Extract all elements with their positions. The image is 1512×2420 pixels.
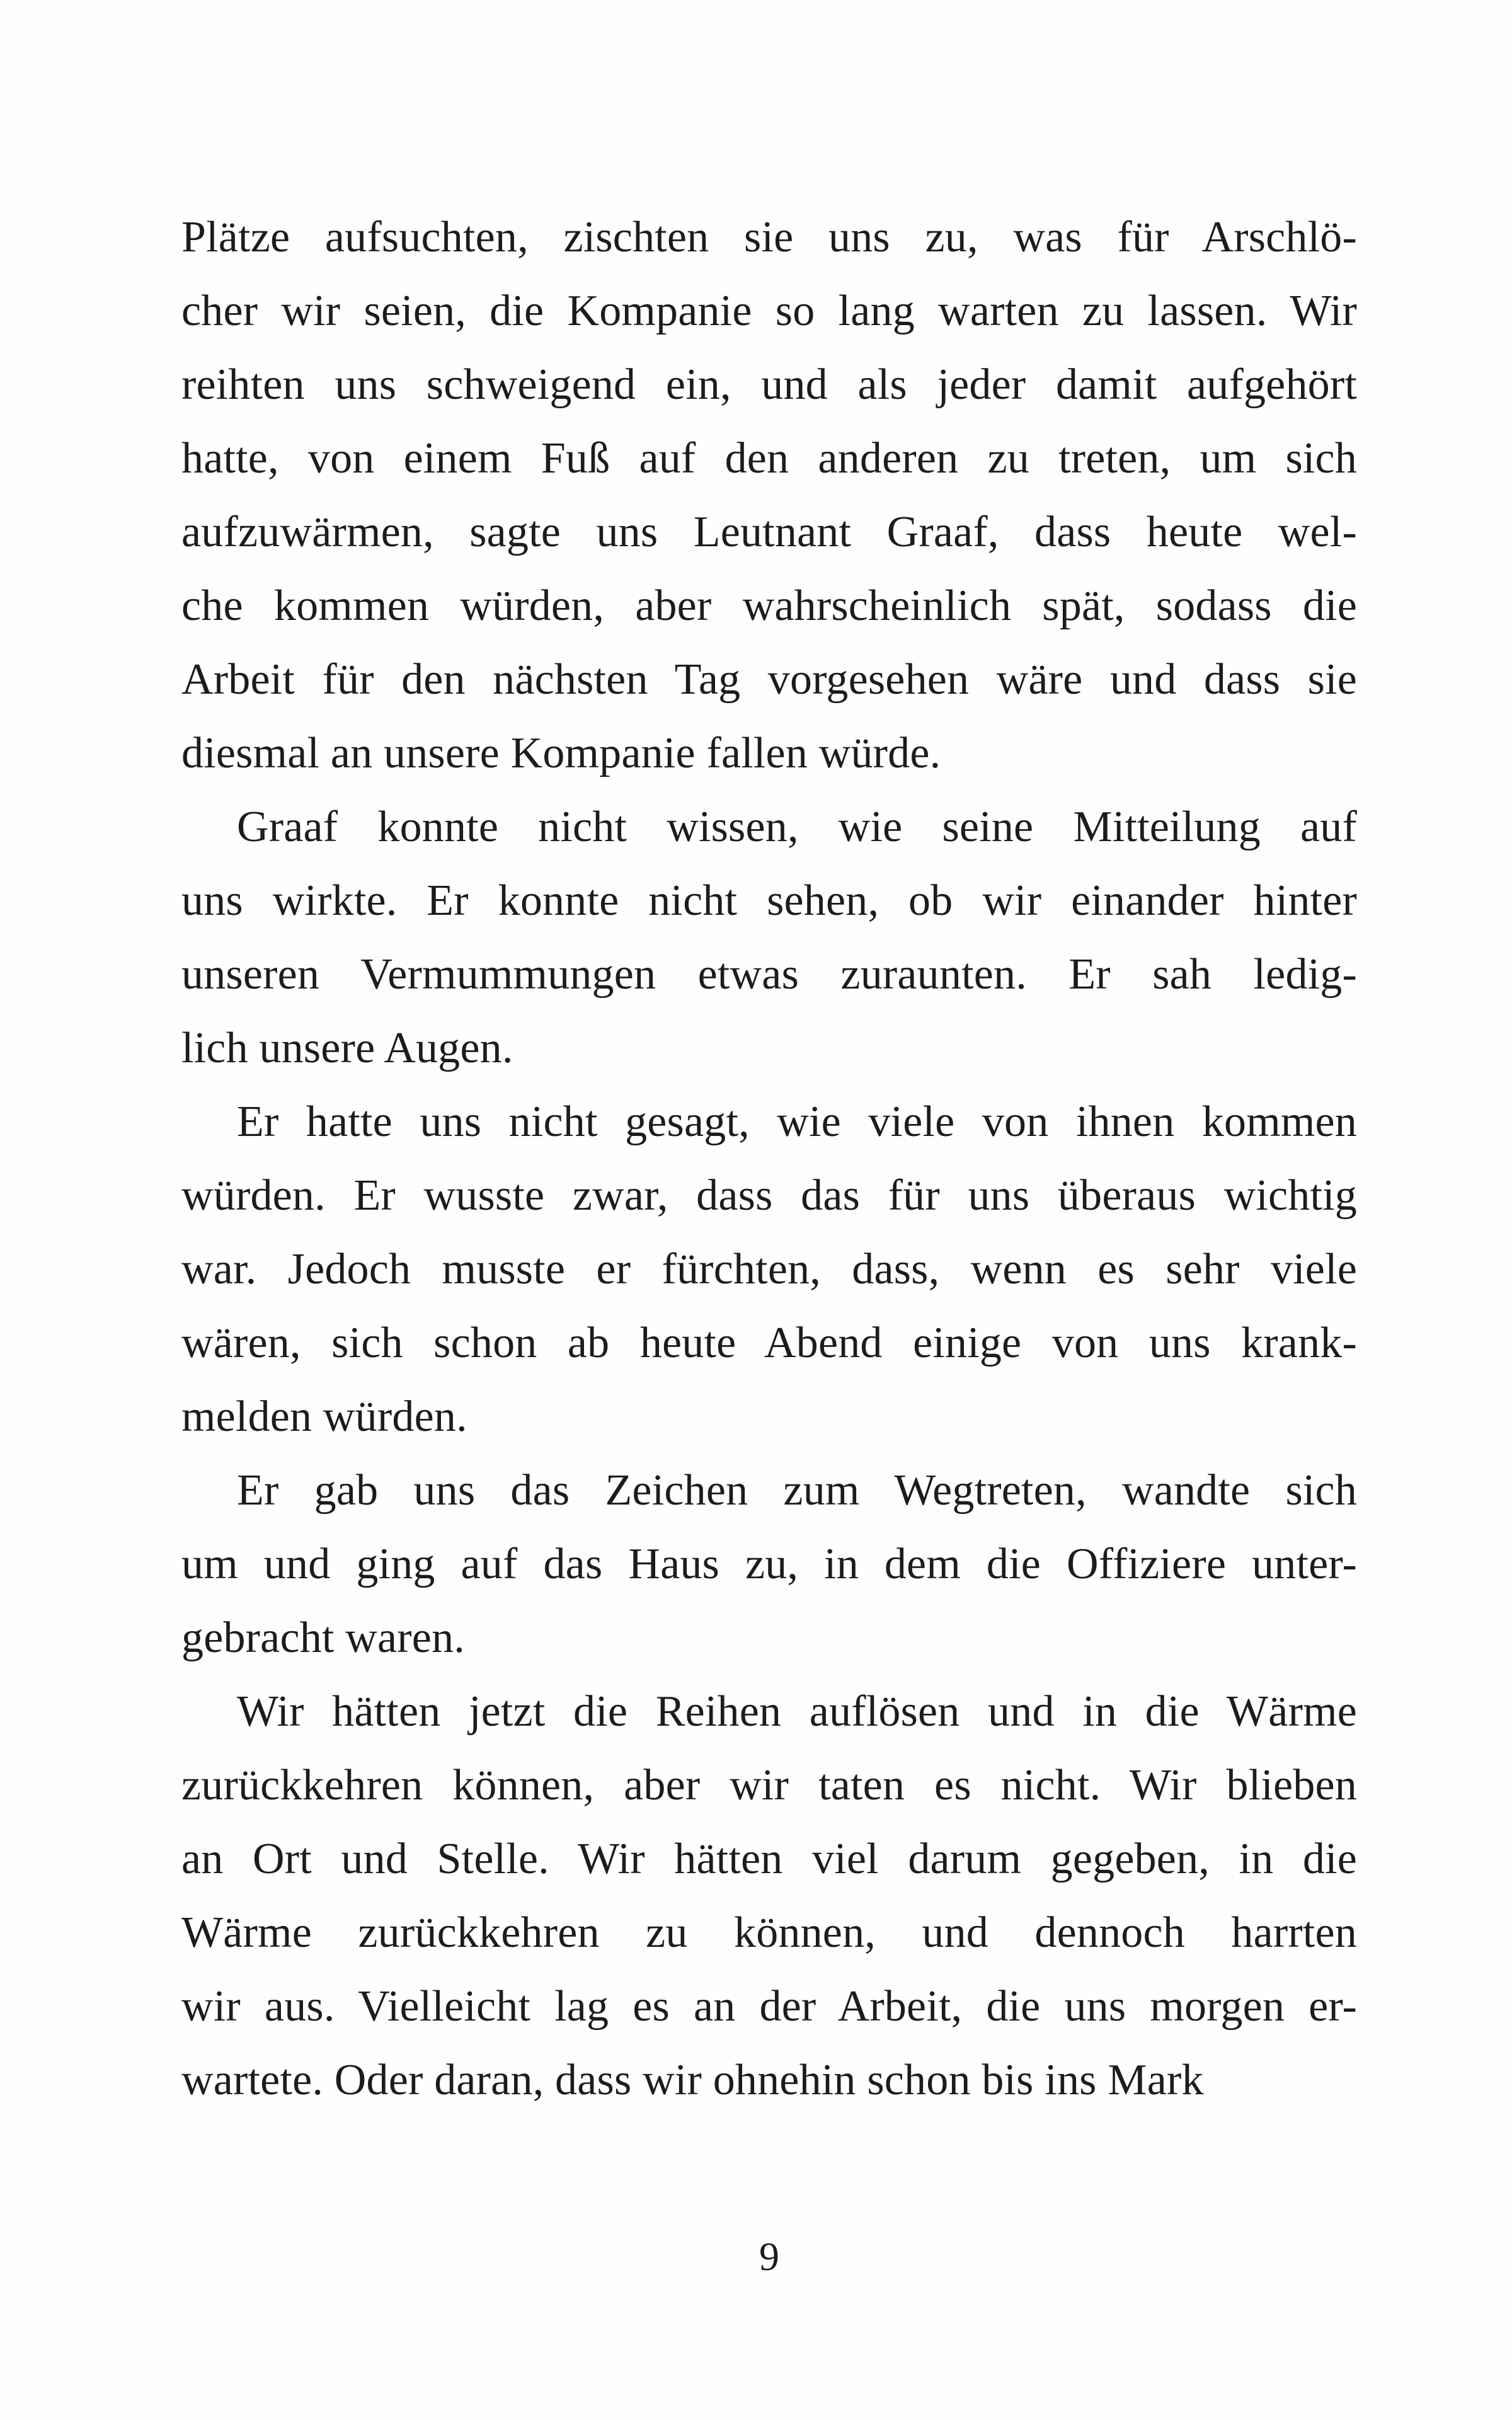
text-line: war. Jedoch musste er fürchten, dass, wenn es sehr viele — [181, 1245, 1357, 1293]
text-line: diesmal an unsere Kompanie fallen würde. — [181, 729, 941, 777]
text-line: reihten uns schweigend ein, und als jeder damit aufgehört — [181, 360, 1357, 409]
text-line: hatte, von einem Fuß auf den anderen zu treten, um sich — [181, 434, 1357, 483]
text-line: aufzuwärmen, sagte uns Leutnant Graaf, dass heute wel- — [181, 508, 1357, 556]
paragraph — [181, 1675, 1357, 2117]
text-line: wartete. Oder daran, dass wir ohnehin schon bis ins Mark — [181, 2056, 1204, 2104]
paragraph — [181, 200, 1357, 790]
text-line: unseren Vermummungen etwas zuraunten. Er sah ledig- — [181, 950, 1357, 999]
text-line: melden würden. — [181, 1392, 467, 1441]
text-line: zurückkehren können, aber wir taten es nicht. Wir blieben — [181, 1761, 1357, 1809]
text-line: wären, sich schon ab heute Abend einige von uns krank- — [181, 1319, 1357, 1367]
text-line: Plätze aufsuchten, zischten sie uns zu, was für Arschlö- — [181, 213, 1357, 261]
paragraph — [181, 790, 1357, 1085]
text-line: wir aus. Vielleicht lag es an der Arbeit, die uns morgen er- — [181, 1982, 1357, 2031]
page-number: 9 — [759, 2234, 779, 2279]
text-line: würden. Er wusste zwar, dass das für uns überaus wichtig — [181, 1171, 1357, 1220]
text-line: Wärme zurückkehren zu können, und dennoch harrten — [181, 1908, 1357, 1957]
paragraph — [181, 1085, 1357, 1454]
text-line: Er hatte uns nicht gesagt, wie viele von ihnen kommen — [237, 1098, 1357, 1146]
text-line: Graaf konnte nicht wissen, wie seine Mitteilung auf — [237, 803, 1357, 851]
text-line: che kommen würden, aber wahrscheinlich spät, sodass die — [181, 582, 1357, 630]
text-block — [181, 200, 1357, 2117]
text-line: Wir hätten jetzt die Reihen auflösen und in die Wärme — [237, 1687, 1357, 1736]
paragraph — [181, 1454, 1357, 1675]
text-line: Arbeit für den nächsten Tag vorgesehen wäre und dass sie — [181, 655, 1357, 704]
text-line: uns wirkte. Er konnte nicht sehen, ob wir einander hinter — [181, 876, 1357, 925]
text-line: gebracht waren. — [181, 1614, 465, 1662]
text-line: um und ging auf das Haus zu, in dem die Offiziere unter- — [181, 1540, 1357, 1588]
text-line: lich unsere Augen. — [181, 1024, 513, 1072]
text-line: cher wir seien, die Kompanie so lang warten zu lassen. Wir — [181, 287, 1357, 335]
text-line: an Ort und Stelle. Wir hätten viel darum gegeben, in die — [181, 1835, 1357, 1883]
text-line: Er gab uns das Zeichen zum Wegtreten, wandte sich — [237, 1466, 1357, 1515]
